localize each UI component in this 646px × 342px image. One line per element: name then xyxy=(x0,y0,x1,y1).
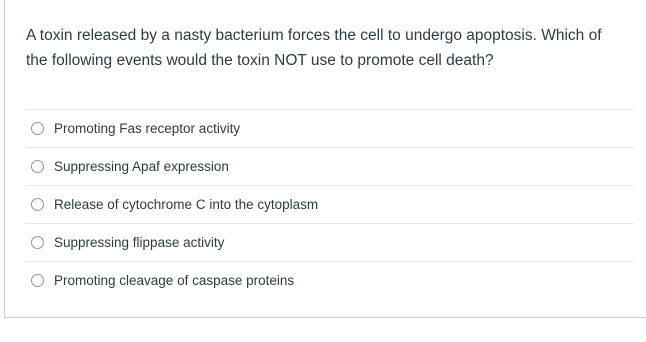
answer-label[interactable]: Promoting cleavage of caspase proteins xyxy=(54,273,295,288)
answer-label[interactable]: Release of cytochrome C into the cytoplasm xyxy=(54,197,319,212)
answer-label[interactable]: Promoting Fas receptor activity xyxy=(54,121,241,136)
answer-option[interactable] xyxy=(26,185,634,223)
question-card xyxy=(4,0,646,318)
answer-option[interactable] xyxy=(26,109,634,147)
answer-option[interactable] xyxy=(26,223,634,261)
question-text: A toxin released by a nasty bacterium forces the cell to undergo apoptosis. Which of the following events would the toxin NOT use to promote cell death? xyxy=(26,27,602,69)
radio-button[interactable] xyxy=(31,274,44,287)
answer-option[interactable] xyxy=(26,261,634,299)
answer-list xyxy=(26,109,634,299)
radio-button[interactable] xyxy=(31,236,44,249)
radio-button[interactable] xyxy=(31,160,44,173)
radio-button[interactable] xyxy=(31,198,44,211)
radio-button[interactable] xyxy=(31,122,44,135)
answer-option[interactable] xyxy=(26,147,634,185)
answer-label[interactable]: Suppressing Apaf expression xyxy=(54,159,229,174)
answer-label[interactable]: Suppressing flippase activity xyxy=(54,235,225,250)
